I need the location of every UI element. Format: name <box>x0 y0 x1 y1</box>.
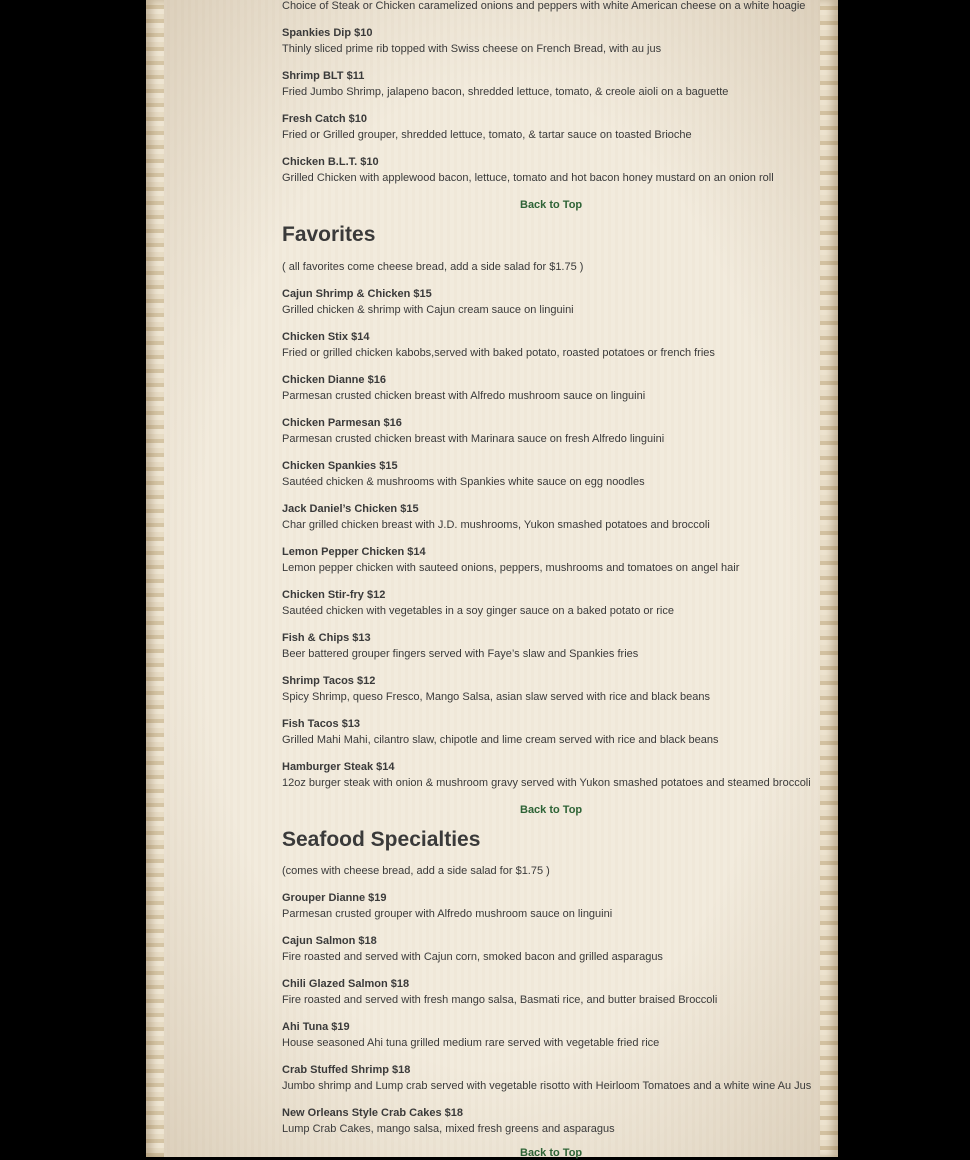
item-name: Chicken Parmesan $16 <box>282 417 402 429</box>
back-to-top-link[interactable]: Back to Top <box>520 199 583 211</box>
back-to-top-link[interactable]: Back to Top <box>520 1147 583 1159</box>
item-description: Thinly sliced prime rib topped with Swiss cheese on French Bread, with au jus <box>282 43 662 55</box>
menu-item <box>282 1107 615 1136</box>
item-description: Choice of Steak or Chicken caramelized onions and peppers with white American cheese on a white hoagie <box>282 0 806 12</box>
item-name: Fresh Catch $10 <box>282 113 367 125</box>
menu-item <box>282 718 719 747</box>
menu-item <box>282 156 774 185</box>
item-description: Parmesan crusted chicken breast with Alfredo mushroom sauce on linguini <box>282 390 646 402</box>
menu-item <box>282 632 638 661</box>
menu-item <box>282 460 645 489</box>
menu-item <box>282 675 710 704</box>
menu-item <box>282 935 663 964</box>
menu-item <box>282 589 674 618</box>
item-description: Lemon pepper chicken with sauteed onions, peppers, mushrooms and tomatoes on angel hair <box>282 562 740 574</box>
item-name: Shrimp BLT $11 <box>282 70 365 82</box>
item-description: Sautéed chicken with vegetables in a soy ginger sauce on a baked potato or rice <box>282 605 674 617</box>
item-name: Ahi Tuna $19 <box>282 1021 350 1033</box>
item-name: Spankies Dip $10 <box>282 27 373 39</box>
item-name: Fish & Chips $13 <box>282 632 371 644</box>
item-name: Chicken B.L.T. $10 <box>282 156 379 168</box>
menu-item <box>282 1064 811 1093</box>
item-name: Lemon Pepper Chicken $14 <box>282 546 426 558</box>
item-description: Jumbo shrimp and Lump crab served with vegetable risotto with Heirloom Tomatoes and a white wine Au Jus <box>282 1080 812 1092</box>
item-description: Parmesan crusted chicken breast with Marinara sauce on fresh Alfredo linguini <box>282 433 665 445</box>
item-name: Fish Tacos $13 <box>282 718 361 730</box>
item-name: Chicken Stix $14 <box>282 331 370 343</box>
item-name: Grouper Dianne $19 <box>282 892 387 904</box>
section-heading-seafood: Seafood Specialties <box>282 828 481 851</box>
menu-item <box>282 978 717 1007</box>
item-description: Char grilled chicken breast with J.D. mushrooms, Yukon smashed potatoes and broccoli <box>282 519 710 531</box>
menu-item <box>282 288 574 317</box>
item-name: Jack Daniel’s Chicken $15 <box>282 503 419 515</box>
item-description: Fire roasted and served with Cajun corn, smoked bacon and grilled asparagus <box>282 951 663 963</box>
item-name: Cajun Salmon $18 <box>282 935 377 947</box>
section-note: ( all favorites come cheese bread, add a side salad for $1.75 ) <box>282 261 584 273</box>
menu-item <box>282 503 710 532</box>
item-name: New Orleans Style Crab Cakes $18 <box>282 1107 463 1119</box>
back-to-top-link[interactable]: Back to Top <box>520 804 583 816</box>
item-description: Fire roasted and served with fresh mango salsa, Basmati rice, and butter braised Broccoli <box>282 994 718 1006</box>
item-description: Fried Jumbo Shrimp, jalapeno bacon, shredded lettuce, tomato, & creole aioli on a baguette <box>282 86 729 98</box>
menu-item <box>282 0 805 13</box>
menu-item <box>282 1021 659 1050</box>
item-name: Chicken Dianne $16 <box>282 374 386 386</box>
item-description: Parmesan crusted grouper with Alfredo mushroom sauce on linguini <box>282 908 613 920</box>
menu-item <box>282 892 612 921</box>
item-description: Beer battered grouper fingers served with Faye’s slaw and Spankies fries <box>282 648 639 660</box>
item-name: Shrimp Tacos $12 <box>282 675 376 687</box>
item-name: Chicken Spankies $15 <box>282 460 398 472</box>
item-description: Spicy Shrimp, queso Fresco, Mango Salsa, asian slaw served with rice and black beans <box>282 691 710 703</box>
menu-item <box>282 374 645 403</box>
section-note: (comes with cheese bread, add a side salad for $1.75 ) <box>282 865 550 877</box>
item-name: Crab Stuffed Shrimp $18 <box>282 1064 411 1076</box>
menu-item <box>282 546 739 575</box>
item-description: Lump Crab Cakes, mango salsa, mixed fresh greens and asparagus <box>282 1123 615 1135</box>
menu-item <box>282 27 661 56</box>
item-description: Grilled Chicken with applewood bacon, lettuce, tomato and hot bacon honey mustard on an onion roll <box>282 172 774 184</box>
item-description: Grilled chicken & shrimp with Cajun cream sauce on linguini <box>282 304 574 316</box>
item-name: Hamburger Steak $14 <box>282 761 395 773</box>
item-description: House seasoned Ahi tuna grilled medium rare served with vegetable fried rice <box>282 1037 660 1049</box>
item-description: Fried or grilled chicken kabobs,served with baked potato, roasted potatoes or french fries <box>282 347 715 359</box>
menu-item <box>282 761 811 790</box>
menu-item <box>282 70 728 99</box>
item-name: Chicken Stir-fry $12 <box>282 589 386 601</box>
menu-item <box>282 417 664 446</box>
menu-item <box>282 113 692 142</box>
section-heading-favorites: Favorites <box>282 223 376 246</box>
item-description: Sautéed chicken & mushrooms with Spankies white sauce on egg noodles <box>282 476 645 488</box>
item-description: Grilled Mahi Mahi, cilantro slaw, chipotle and lime cream served with rice and black beans <box>282 734 719 746</box>
item-description: 12oz burger steak with onion & mushroom gravy served with Yukon smashed potatoes and steamed broccoli <box>282 777 811 789</box>
menu-item <box>282 331 715 360</box>
item-name: Cajun Shrimp & Chicken $15 <box>282 288 432 300</box>
item-description: Fried or Grilled grouper, shredded lettuce, tomato, & tartar sauce on toasted Brioche <box>282 129 692 141</box>
item-name: Chili Glazed Salmon $18 <box>282 978 410 990</box>
